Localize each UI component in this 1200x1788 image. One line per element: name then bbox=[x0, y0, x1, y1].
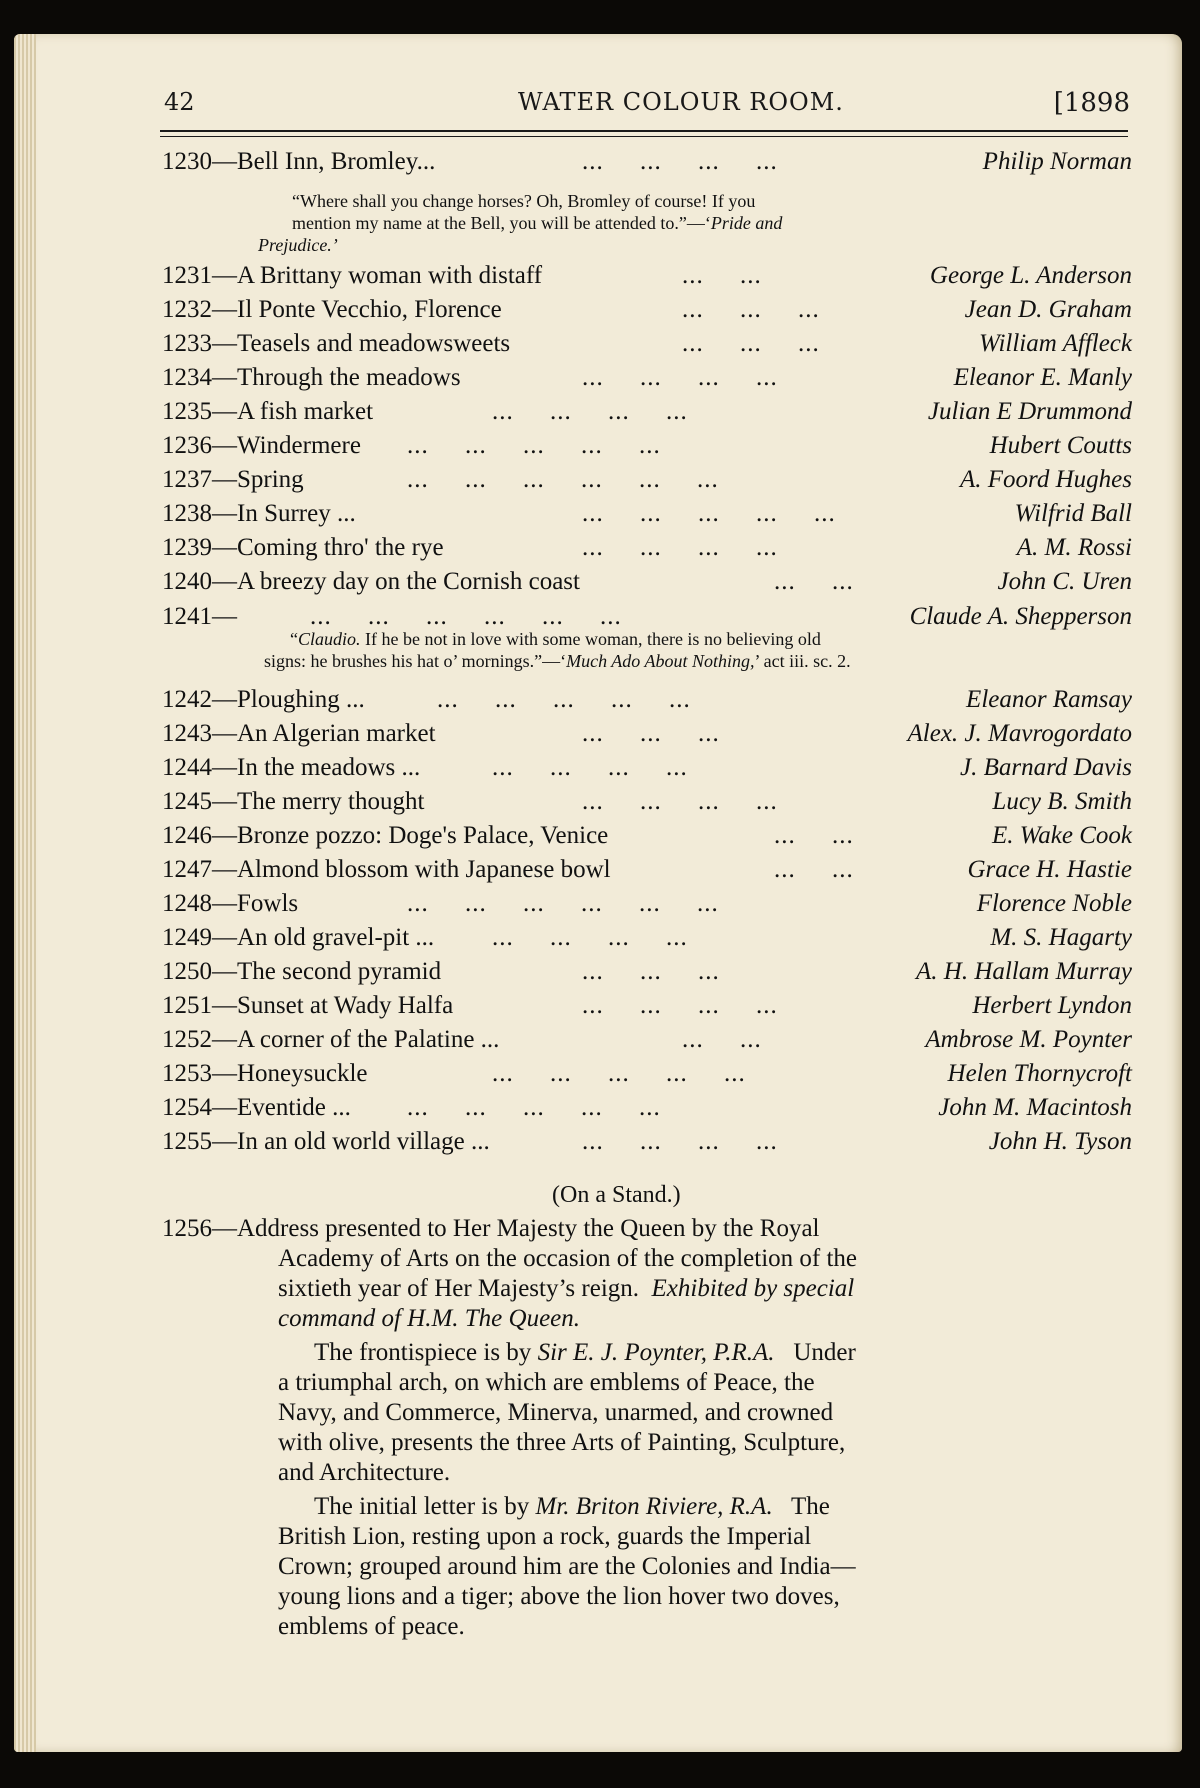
entry-title-text: Sunset at Wady Halfa bbox=[237, 992, 454, 1019]
entry-title: 1243—An Algerian market bbox=[162, 720, 436, 747]
entry-title: 1247—Almond blossom with Japanese bowl bbox=[162, 856, 611, 883]
entry-title: 1232—Il Ponte Vecchio, Florence bbox=[162, 296, 502, 323]
entry-number: 1235 bbox=[162, 398, 212, 425]
entry-title: 1237—Spring bbox=[162, 466, 304, 493]
entry-title: 1250—The second pyramid bbox=[162, 958, 442, 985]
entry-title-text: Spring bbox=[237, 466, 304, 493]
catalogue-entry bbox=[162, 500, 1132, 532]
leader-dots: ... ... bbox=[682, 262, 762, 289]
leader-dots: ... ... ... bbox=[582, 720, 720, 747]
entry-artist: Philip Norman bbox=[982, 148, 1132, 175]
leader-dots: ... ... ... ... ... bbox=[437, 686, 691, 713]
entry-title-text: Coming thro' the rye bbox=[237, 534, 444, 561]
header-rule-thin bbox=[160, 136, 1128, 137]
entry-number: 1238 bbox=[162, 500, 212, 527]
leader-dots: ... ... ... ... ... ... bbox=[407, 466, 719, 493]
entry-number: 1250 bbox=[162, 958, 212, 985]
page-year: [1898 bbox=[1053, 88, 1130, 118]
entry-artist: M. S. Hagarty bbox=[990, 924, 1132, 951]
entry-title: 1253—Honeysuckle bbox=[162, 1060, 368, 1087]
entry-title: 1255—In an old world village ... bbox=[162, 1128, 490, 1155]
entry-title: 1234—Through the meadows bbox=[162, 364, 461, 391]
entry-artist: John M. Macintosh bbox=[938, 1094, 1132, 1121]
leader-dots: ... ... ... ... bbox=[582, 1128, 778, 1155]
entry-title: 1236—Windermere bbox=[162, 432, 361, 459]
entry-artist: Herbert Lyndon bbox=[972, 992, 1132, 1019]
entry-number: 1232 bbox=[162, 296, 212, 323]
entry-title-text: Windermere bbox=[237, 432, 361, 459]
catalogue-entry bbox=[162, 262, 1132, 294]
leader-dots: ... ... ... ... bbox=[492, 398, 688, 425]
entry-title-text: A fish market bbox=[237, 398, 374, 425]
entry-title-text: Through the meadows bbox=[237, 364, 461, 391]
catalogue-entry bbox=[162, 720, 1132, 752]
entry-title: 1238—In Surrey ... bbox=[162, 500, 356, 527]
entry-number: 1231 bbox=[162, 262, 212, 289]
catalogue-entry bbox=[162, 1094, 1132, 1126]
catalogue-entry bbox=[162, 924, 1132, 956]
entry-number: 1247 bbox=[162, 856, 212, 883]
entry-title: 1241— bbox=[162, 603, 237, 630]
catalogue-entry bbox=[162, 822, 1132, 854]
entry-number: 1255 bbox=[162, 1128, 212, 1155]
leader-dots: ... ... ... bbox=[682, 330, 820, 357]
entry-title-text: Bronze pozzo: Doge's Palace, Venice bbox=[237, 822, 609, 849]
leader-dots: ... ... bbox=[682, 1026, 762, 1053]
entry-artist: A. H. Hallam Murray bbox=[916, 958, 1132, 985]
entry-number: 1246 bbox=[162, 822, 212, 849]
entry-title: 1233—Teasels and meadowsweets bbox=[162, 330, 511, 357]
page-number: 42 bbox=[164, 88, 195, 116]
leader-dots: ... ... ... ... ... ... bbox=[310, 603, 622, 630]
entry-title: 1251—Sunset at Wady Halfa bbox=[162, 992, 454, 1019]
catalogue-entry bbox=[162, 992, 1132, 1024]
entry-artist: E. Wake Cook bbox=[991, 822, 1132, 849]
entry-number: 1230 bbox=[162, 148, 212, 175]
entry-title-text: Almond blossom with Japanese bowl bbox=[237, 856, 611, 883]
leader-dots: ... ... ... ... bbox=[582, 992, 778, 1019]
header-rule bbox=[160, 130, 1128, 132]
catalogue-entry bbox=[162, 398, 1132, 430]
leader-dots: ... ... ... ... ... ... bbox=[407, 890, 719, 917]
entry-title: 1246—Bronze pozzo: Doge's Palace, Venice bbox=[162, 822, 609, 849]
catalogue-entry bbox=[162, 890, 1132, 922]
entry-number: 1234 bbox=[162, 364, 212, 391]
entry-title-text: Bell Inn, Bromley... bbox=[237, 148, 436, 175]
entry-title: 1235—A fish market bbox=[162, 398, 374, 425]
entry-title: 1245—The merry thought bbox=[162, 788, 425, 815]
leader-dots: ... ... ... ... ... bbox=[407, 432, 661, 459]
entry-artist: Wilfrid Ball bbox=[1014, 500, 1132, 527]
entry-title: 1252—A corner of the Palatine ... bbox=[162, 1026, 500, 1053]
entry-artist: A. M. Rossi bbox=[1016, 534, 1132, 561]
entry-number: 1251 bbox=[162, 992, 212, 1019]
leader-dots: ... ... ... ... ... bbox=[492, 1060, 746, 1087]
entry-title: 1254—Eventide ... bbox=[162, 1094, 351, 1121]
entry-1256: 1256—Address presented to Her Majesty the Queen by the Royal Academy of Arts on the occasion of the completion of the sixtieth year of Her Majesty’s reign. Exhibited by special command of H.M. The Queen. The frontispiece is by Sir E. J. Poynter, P.R.A. Under a triumphal arch, on which are emblems of Peace, the Navy, and Commerce, Minerva, unarmed, and crowned with olive, presents the three Arts of Painting, Sculpture, and Architecture. The initial letter is by Mr. Briton Riviere, R.A. The British Lion, resting upon a rock, guards the Imperial Crown; grouped around him are the Colonies and India— young lions and a tiger; above the lion hover two doves, emblems of peace. bbox=[162, 1215, 858, 1640]
entry-artist: Lucy B. Smith bbox=[992, 788, 1132, 815]
entry-artist: John C. Uren bbox=[997, 568, 1132, 595]
entry-number: 1240 bbox=[162, 568, 212, 595]
catalogue-entry bbox=[162, 466, 1132, 498]
catalogue-entry bbox=[162, 296, 1132, 328]
entry-number: 1245 bbox=[162, 788, 212, 815]
entry-title: 1230—Bell Inn, Bromley... bbox=[162, 148, 436, 175]
entry-title-text: The second pyramid bbox=[237, 958, 442, 985]
leader-dots: ... ... ... ... bbox=[492, 754, 688, 781]
entry-title-text: Fowls bbox=[237, 890, 299, 917]
entry-number: 1249 bbox=[162, 924, 212, 951]
catalogue-entry bbox=[162, 432, 1132, 464]
entry-artist: Claude A. Shepperson bbox=[909, 603, 1132, 630]
entry-number: 1233 bbox=[162, 330, 212, 357]
entry-number: 1244 bbox=[162, 754, 212, 781]
entry-title: 1242—Ploughing ... bbox=[162, 686, 365, 713]
page-edge bbox=[14, 34, 36, 1752]
catalogue-entry bbox=[162, 958, 1132, 990]
entry-artist: Julian E Drummond bbox=[927, 398, 1132, 425]
entry-number: 1243 bbox=[162, 720, 212, 747]
entry-number: 1239 bbox=[162, 534, 212, 561]
entry-title-text: In the meadows ... bbox=[237, 754, 421, 781]
entry-title-text: Il Ponte Vecchio, Florence bbox=[237, 296, 502, 323]
catalogue-entry bbox=[162, 788, 1132, 820]
entry-title: 1244—In the meadows ... bbox=[162, 754, 421, 781]
entry-artist: J. Barnard Davis bbox=[960, 754, 1132, 781]
page-title: WATER COLOUR ROOM. bbox=[518, 88, 844, 116]
catalogue-entry bbox=[162, 686, 1132, 718]
quote-1241: “Claudio. If he be not in love with some woman, there is no believing old signs: he brushes his hat o’ mornings.”—‘Much Ado About Nothing,’ act iii. sc. 2. bbox=[264, 629, 851, 671]
catalogue-entry bbox=[162, 364, 1132, 396]
catalogue-entry bbox=[162, 754, 1132, 786]
entry-number: 1248 bbox=[162, 890, 212, 917]
entry-artist: John H. Tyson bbox=[988, 1128, 1132, 1155]
leader-dots: ... ... ... ... ... bbox=[407, 1094, 661, 1121]
entry-title-text: A corner of the Palatine ... bbox=[237, 1026, 500, 1053]
entry-number: 1237 bbox=[162, 466, 212, 493]
leader-dots: ... ... ... ... bbox=[582, 788, 778, 815]
entry-title-text: An Algerian market bbox=[237, 720, 436, 747]
entry-artist: George L. Anderson bbox=[929, 262, 1132, 289]
leader-dots: ... ... bbox=[774, 568, 854, 595]
entry-title-text: Ploughing ... bbox=[237, 686, 365, 713]
entry-title-text: A breezy day on the Cornish coast bbox=[237, 568, 580, 595]
quote-1230: “Where shall you change horses? Oh, Bromley of course! If you mention my name at the Bell, you will be attended to.”—‘Pride and Prejudice.’ bbox=[258, 191, 783, 255]
entry-number: 1254 bbox=[162, 1094, 212, 1121]
leader-dots: ... ... ... bbox=[582, 958, 720, 985]
leader-dots: ... ... ... ... bbox=[582, 364, 778, 391]
catalogue-entry bbox=[162, 1128, 1132, 1160]
leader-dots: ... ... bbox=[774, 856, 854, 883]
catalogue-entry bbox=[162, 1060, 1132, 1092]
entry-number: 1253 bbox=[162, 1060, 212, 1087]
catalogue-entry bbox=[162, 1026, 1132, 1058]
entry-title-text: Eventide ... bbox=[237, 1094, 351, 1121]
catalogue-entry bbox=[162, 148, 1132, 180]
entry-title: 1239—Coming thro' the rye bbox=[162, 534, 444, 561]
entry-title-text: Teasels and meadowsweets bbox=[237, 330, 511, 357]
entry-title-text: An old gravel-pit ... bbox=[237, 924, 435, 951]
entry-title: 1249—An old gravel-pit ... bbox=[162, 924, 435, 951]
catalogue-entry bbox=[162, 568, 1132, 600]
catalogue-entry bbox=[162, 330, 1132, 362]
entry-artist: Hubert Coutts bbox=[989, 432, 1132, 459]
leader-dots: ... ... ... ... bbox=[582, 534, 778, 561]
catalogue-entry bbox=[162, 534, 1132, 566]
entry-title-text: The merry thought bbox=[237, 788, 425, 815]
leader-dots: ... ... ... ... bbox=[492, 924, 688, 951]
entry-title-text: In Surrey ... bbox=[237, 500, 356, 527]
leader-dots: ... ... ... ... bbox=[582, 148, 778, 175]
entry-artist: Alex. J. Mavrogordato bbox=[907, 720, 1132, 747]
entry-artist: Jean D. Graham bbox=[964, 296, 1132, 323]
entry-title-text: In an old world village ... bbox=[237, 1128, 490, 1155]
page-header bbox=[164, 88, 1130, 124]
catalogue-entry bbox=[162, 856, 1132, 888]
entry-title-text: A Brittany woman with distaff bbox=[237, 262, 543, 289]
entry-number: 1242 bbox=[162, 686, 212, 713]
leader-dots: ... ... ... ... ... bbox=[582, 500, 836, 527]
leader-dots: ... ... bbox=[774, 822, 854, 849]
leader-dots: ... ... ... bbox=[682, 296, 820, 323]
entry-artist: Ambrose M. Poynter bbox=[925, 1026, 1132, 1053]
entry-artist: Eleanor E. Manly bbox=[953, 364, 1132, 391]
entry-title: 1231—A Brittany woman with distaff bbox=[162, 262, 543, 289]
entry-artist: Grace H. Hastie bbox=[967, 856, 1132, 883]
entry-title: 1240—A breezy day on the Cornish coast bbox=[162, 568, 580, 595]
entry-artist: William Affleck bbox=[979, 330, 1132, 357]
entry-number: 1236 bbox=[162, 432, 212, 459]
entry-number: 1241 bbox=[162, 603, 212, 630]
entry-number: 1252 bbox=[162, 1026, 212, 1053]
entry-artist: Florence Noble bbox=[976, 890, 1132, 917]
entry-artist: Eleanor Ramsay bbox=[966, 686, 1132, 713]
stand-heading: (On a Stand.) bbox=[552, 1182, 681, 1208]
entry-title-text: Honeysuckle bbox=[237, 1060, 368, 1087]
entry-artist: A. Foord Hughes bbox=[960, 466, 1132, 493]
entry-title: 1248—Fowls bbox=[162, 890, 299, 917]
entry-artist: Helen Thornycroft bbox=[947, 1060, 1132, 1087]
